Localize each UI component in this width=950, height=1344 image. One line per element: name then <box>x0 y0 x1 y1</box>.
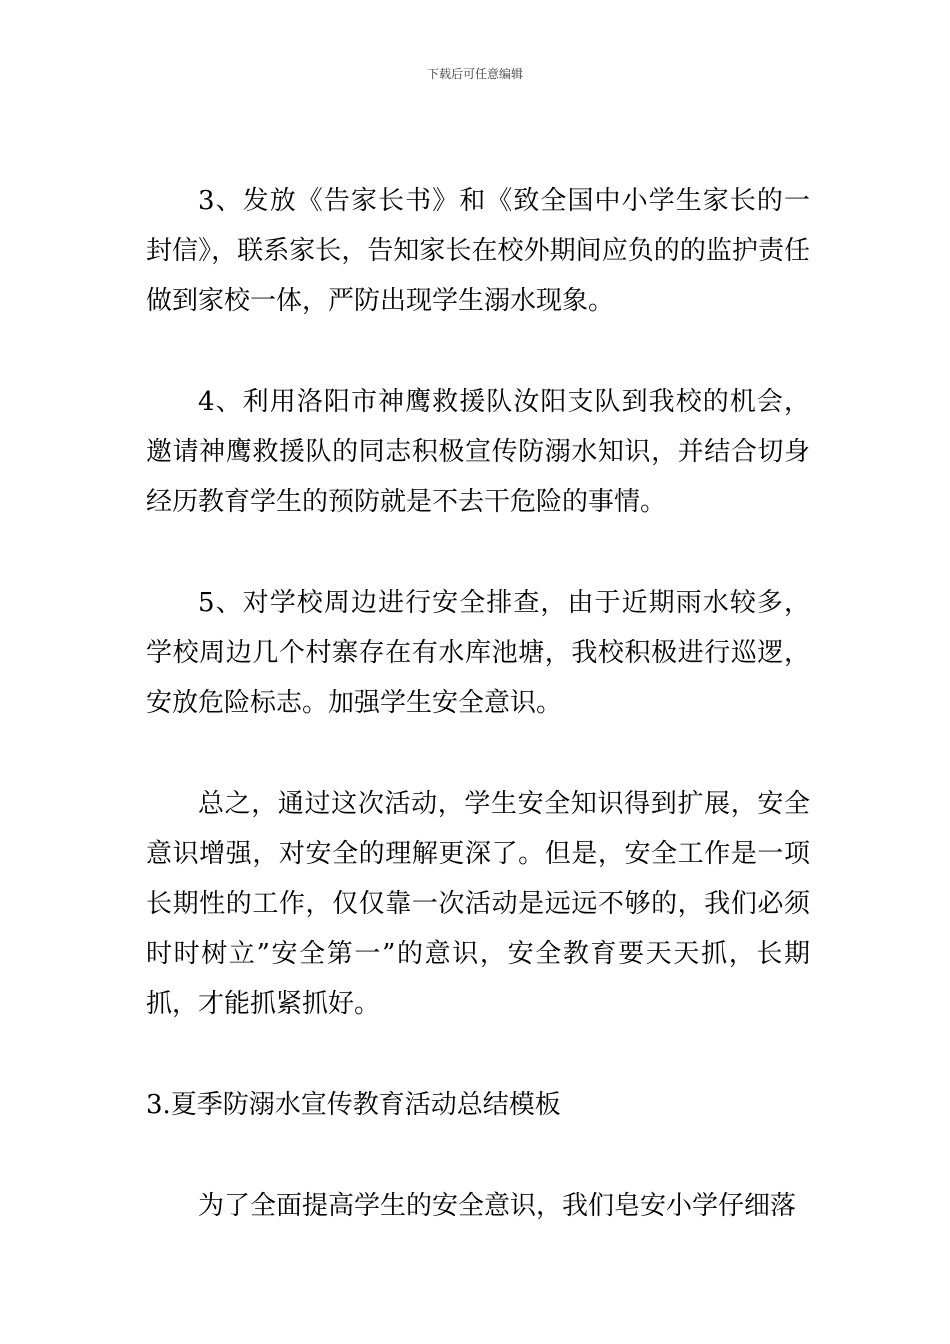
section-heading: 3.夏季防溺水宣传教育活动总结模板 <box>146 1090 561 1120</box>
page-header: 下载后可任意编辑 <box>426 67 523 81</box>
paragraph-item-3: 3、发放《告家长书》和《致全国中小学生家长的一封信》，联系家长，告知家长在校外期间应负的的监护责任做到家校一体，严防出现学生溺水现象。 <box>146 186 810 316</box>
paragraph-item-4: 4、利用洛阳市神鹰救援队汝阳支队到我校的机会，邀请神鹰救援队的同志积极宣传防溺水知识，并结合切身经历教育学生的预防就是不去干危险的事情。 <box>146 387 810 517</box>
document-body <box>146 176 810 1282</box>
paragraph-item-5: 5、对学校周边进行安全排查，由于近期雨水较多，学校周边几个村寨存在有水库池塘，我校积极进行巡逻，安放危险标志。加强学生安全意识。 <box>146 588 810 718</box>
paragraph-summary: 总之，通过这次活动，学生安全知识得到扩展，安全意识增强，对安全的理解更深了。但是，安全工作是一项长期性的工作，仅仅靠一次活动是远远不够的，我们必须时时树立”安全第一”的意识，安全教育要天天抓，长期抓，才能抓紧抓好。 <box>146 789 810 1019</box>
paragraph-intro: 为了全面提高学生的安全意识，我们皂安小学仔细落 <box>198 1191 797 1221</box>
